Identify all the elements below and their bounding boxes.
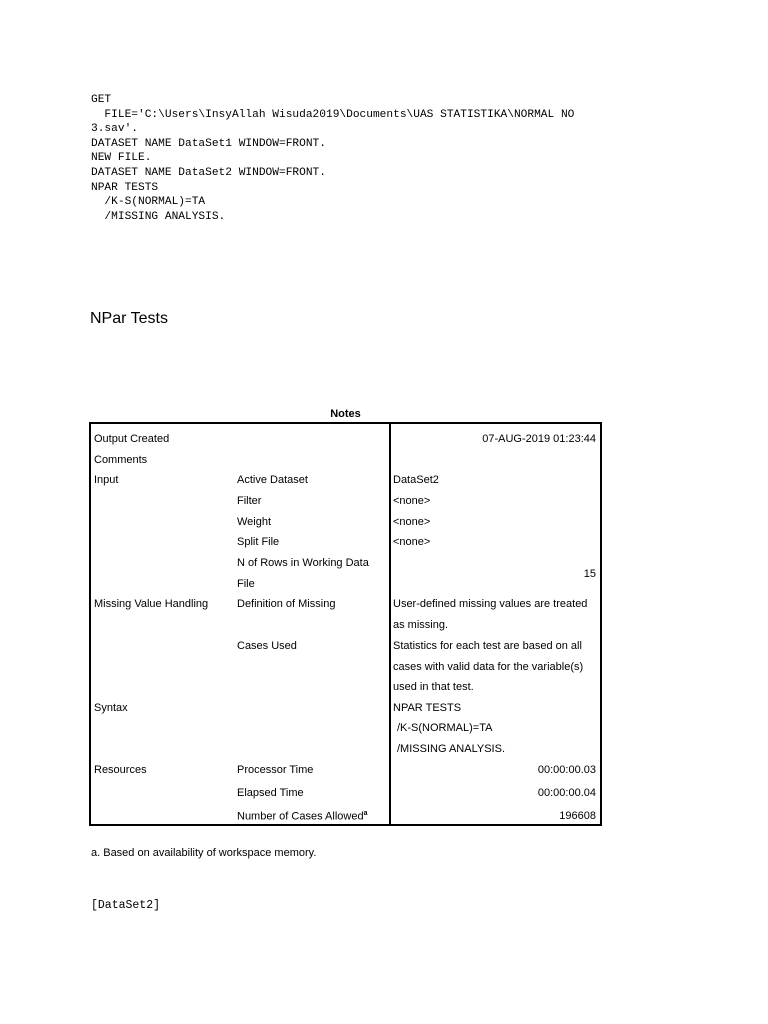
table-footnote: a. Based on availability of workspace memory. xyxy=(91,847,317,859)
cases-allowed-label: Number of Cases Allowed xyxy=(237,810,364,823)
row-label-resources: Resources xyxy=(94,764,147,776)
value-elapsed-time: 00:00:00.04 xyxy=(537,787,596,799)
syntax-line: FILE='C:\Users\InsyAllah Wisuda2019\Documents\UAS STATISTIKA\NORMAL NO xyxy=(91,108,575,121)
value-definition-missing: User-defined missing values are treated xyxy=(393,598,588,610)
value-cases-used-cont: cases with valid data for the variable(s) xyxy=(393,661,584,673)
footnote-marker: a xyxy=(363,810,368,817)
value-split-file: <none> xyxy=(393,536,431,548)
sub-label-cases-allowed xyxy=(237,810,367,823)
syntax-line: 3.sav'. xyxy=(91,123,138,136)
column-divider xyxy=(389,424,391,824)
value-weight: <none> xyxy=(393,516,431,528)
value-cases-allowed: 196608 xyxy=(559,810,596,822)
value-output-created: 07-AUG-2019 01:23:44 xyxy=(482,433,596,445)
value-filter: <none> xyxy=(393,495,431,507)
sub-label-active-dataset: Active Dataset xyxy=(237,474,308,486)
value-syntax-cont2: /MISSING ANALYSIS. xyxy=(397,743,505,755)
sub-label-split-file: Split File xyxy=(237,536,280,548)
value-definition-missing-cont: as missing. xyxy=(393,619,449,631)
syntax-line: DATASET NAME DataSet2 WINDOW=FRONT. xyxy=(91,166,326,179)
page-title: NPar Tests xyxy=(90,310,168,327)
value-cases-used: Statistics for each test are based on all xyxy=(393,640,582,652)
value-cases-used-cont2: used in that test. xyxy=(393,681,474,693)
syntax-block xyxy=(91,93,574,224)
row-label-input: Input xyxy=(94,474,119,486)
row-label-missing: Missing Value Handling xyxy=(94,598,209,610)
value-syntax-cont: /K-S(NORMAL)=TA xyxy=(397,722,493,734)
row-label-output-created: Output Created xyxy=(94,433,170,445)
dataset-tag: [DataSet2] xyxy=(91,899,161,912)
value-n-rows: 15 xyxy=(583,568,596,580)
value-active-dataset: DataSet2 xyxy=(393,474,439,486)
sub-label-processor-time: Processor Time xyxy=(237,764,314,776)
row-label-comments: Comments xyxy=(94,454,148,466)
sub-label-elapsed-time: Elapsed Time xyxy=(237,787,304,799)
syntax-line: GET xyxy=(91,94,112,106)
syntax-line: /K-S(NORMAL)=TA xyxy=(91,196,206,209)
row-label-syntax: Syntax xyxy=(94,702,128,714)
sub-label-n-rows: N of Rows in Working Data xyxy=(237,557,369,569)
sub-label-weight: Weight xyxy=(237,516,272,528)
value-syntax: NPAR TESTS xyxy=(393,702,462,714)
syntax-line: NPAR TESTS xyxy=(91,181,159,194)
sub-label-n-rows-cont: File xyxy=(237,578,255,590)
table-title: Notes xyxy=(330,408,361,420)
syntax-line: NEW FILE. xyxy=(91,152,152,165)
sub-label-definition-missing: Definition of Missing xyxy=(237,598,336,610)
value-processor-time: 00:00:00.03 xyxy=(537,764,596,776)
notes-table xyxy=(89,422,602,826)
sub-label-cases-used: Cases Used xyxy=(237,640,297,652)
syntax-line: DATASET NAME DataSet1 WINDOW=FRONT. xyxy=(91,137,326,150)
syntax-line: /MISSING ANALYSIS. xyxy=(91,210,226,223)
sub-label-filter: Filter xyxy=(237,495,262,507)
